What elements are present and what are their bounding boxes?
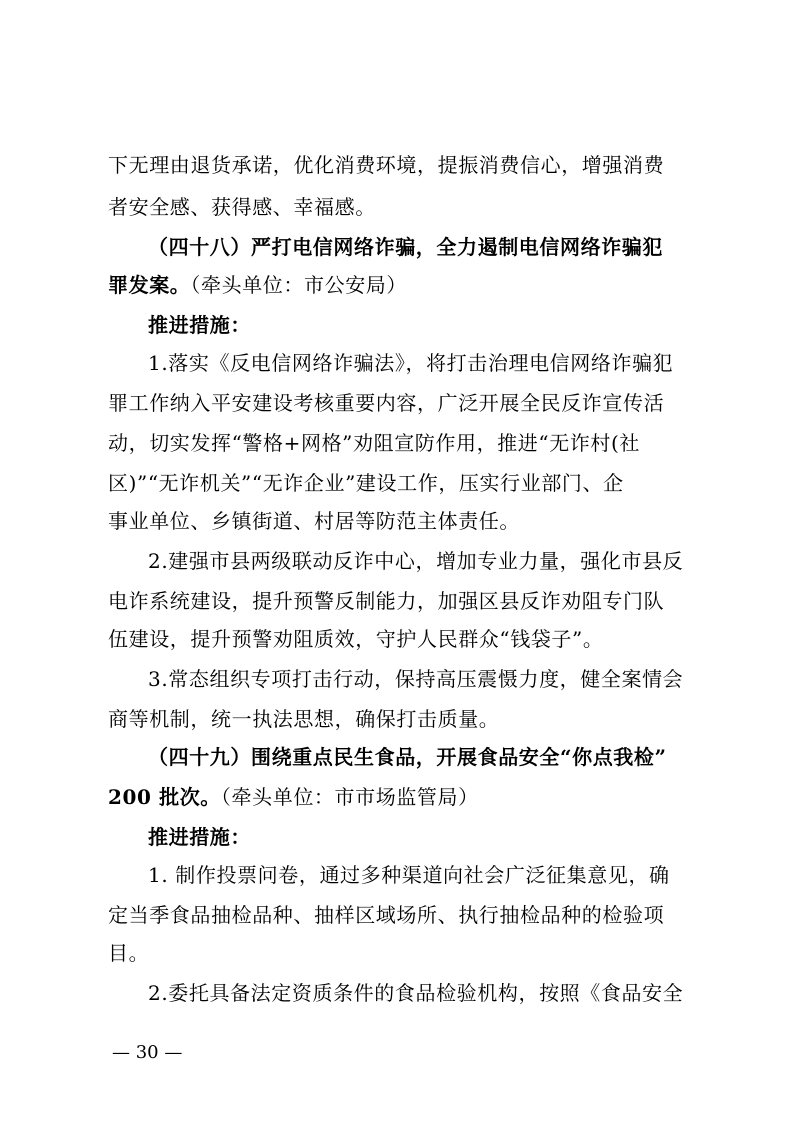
section-49-item1-line: 1. 制作投票问卷，通过多种渠道向社会广泛征集意见，确 — [148, 863, 670, 887]
section-48-heading: （四十八）严打电信网络诈骗，全力遏制电信网络诈骗犯 — [148, 235, 663, 259]
section-49-item1-line: 定当季食品抽检品种、抽样区域场所、执行抽检品种的检验项 — [108, 903, 665, 927]
section-48-item3-line: 商等机制，统一执法思想，确保打击质量。 — [108, 707, 500, 731]
paragraph-line: 下无理由退货承诺，优化消费环境，提振消费信心，增强消费 — [108, 153, 665, 177]
section-48-item2-line: 伍建设，提升预警劝阻质效，守护人民群众“钱袋子”。 — [108, 627, 604, 651]
section-48-heading-tail: 罪发案。 — [108, 273, 191, 297]
section-49-lead-unit: （牵头单位：市市场监管局） — [220, 785, 479, 809]
section-48-item1-line: 罪工作纳入平安建设考核重要内容，广泛开展全民反诈宣传活 — [108, 391, 665, 415]
section-48-item2-line: 电诈系统建设，提升预警反制能力，加强区县反诈劝阻专门队 — [108, 589, 665, 613]
section-49-heading: （四十九）围绕重点民生食品，开展食品安全“你点我检” — [148, 745, 667, 769]
section-48-item2-line: 2.建强市县两级联动反诈中心，增加专业力量，强化市县反 — [148, 549, 684, 573]
section-48-lead-unit: （牵头单位：市公安局） — [190, 273, 408, 297]
section-49-heading-tail: 200 批次。 — [108, 785, 221, 809]
section-49-item1-line: 目。 — [108, 941, 150, 965]
section-48-item1-line: 1.落实《反电信网络诈骗法》，将打击治理电信网络诈骗犯 — [148, 351, 674, 375]
section-49-measures-label: 推进措施： — [148, 825, 251, 849]
section-49-heading-cont — [108, 782, 698, 812]
section-48-heading-cont — [108, 270, 698, 300]
section-48-item1-line: 区)”“无诈机关”“无诈企业”建设工作，压实行业部门、企 — [108, 471, 624, 495]
page-number: — 30 — — [112, 1042, 183, 1063]
section-49-item2-line: 2.委托具备法定资质条件的食品检验机构，按照《食品安全 — [148, 981, 684, 1005]
section-48-item3-line: 3.常态组织专项打击行动，保持高压震慑力度，健全案情会 — [148, 667, 684, 691]
section-48-item1-line: 动，切实发挥“警格+网格”劝阻宣防作用，推进“无诈村(社 — [108, 431, 641, 455]
paragraph-line: 者安全感、获得感、幸福感。 — [108, 195, 376, 219]
section-48-item1-line: 事业单位、乡镇街道、村居等防范主体责任。 — [108, 509, 520, 533]
section-48-measures-label: 推进措施： — [148, 313, 251, 337]
